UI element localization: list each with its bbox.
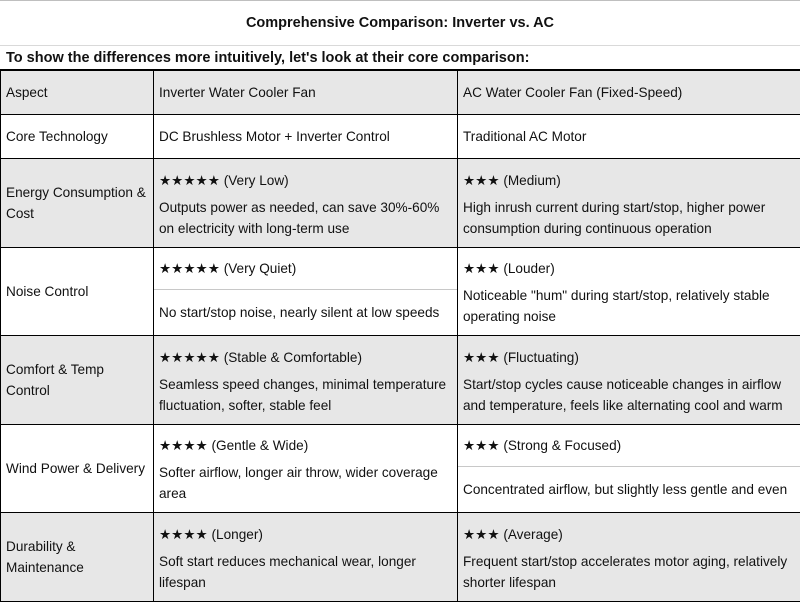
noise-inverter-cell[interactable]: [154, 248, 458, 336]
comfort-ac-rating: ★★★ (Fluctuating): [463, 349, 579, 365]
sheet-subtitle: To show the differences more intuitively, let's look at their core comparison:: [0, 46, 800, 70]
energy-ac-desc: High inrush current during start/stop, higher power consumption during continuous operation: [463, 199, 766, 236]
wind-ac-rating: ★★★ (Strong & Focused): [463, 438, 622, 453]
comfort-inverter-desc: Seamless speed changes, minimal temperature fluctuation, softer, stable feel: [159, 376, 447, 413]
energy-inverter-cell[interactable]: [154, 159, 458, 248]
wind-inverter-rating: ★★★★ (Gentle & Wide): [159, 438, 309, 453]
wind-ac-desc: Concentrated airflow, but slightly less gentle and even: [458, 466, 800, 512]
durability-inverter-rating: ★★★★ (Longer): [159, 526, 263, 542]
energy-ac-cell[interactable]: [458, 159, 800, 248]
durability-inverter-desc: Soft start reduces mechanical wear, longer lifespan: [159, 553, 416, 590]
header-inverter-cell[interactable]: Inverter Water Cooler Fan: [154, 71, 458, 115]
wind-inverter-desc: Softer airflow, longer air throw, wider coverage area: [159, 465, 438, 501]
durability-ac-cell[interactable]: [458, 513, 800, 602]
core-aspect-cell[interactable]: Core Technology: [1, 115, 154, 159]
noise-inverter-rating: ★★★★★ (Very Quiet): [159, 261, 297, 276]
noise-inverter-desc: No start/stop noise, nearly silent at low speeds: [154, 289, 457, 335]
durability-inverter-cell[interactable]: [154, 513, 458, 602]
noise-row: [1, 248, 800, 336]
energy-inverter-desc: Outputs power as needed, can save 30%-60% on electricity with long-term use: [159, 199, 440, 236]
energy-ac-rating: ★★★ (Medium): [463, 172, 561, 188]
noise-ac-desc: Noticeable "hum" during start/stop, relatively stable operating noise: [463, 288, 770, 324]
core-technology-row: [1, 115, 800, 159]
energy-aspect-cell[interactable]: Energy Consumption & Cost: [1, 159, 154, 248]
durability-ac-desc: Frequent start/stop accelerates motor aging, relatively shorter lifespan: [463, 553, 788, 590]
comfort-row: [1, 336, 800, 425]
comfort-ac-desc: Start/stop cycles cause noticeable changes in airflow and temperature, feels like alternating cool and warm: [463, 376, 783, 413]
header-aspect-cell[interactable]: Aspect: [1, 71, 154, 115]
header-ac-cell[interactable]: AC Water Cooler Fan (Fixed-Speed): [458, 71, 800, 115]
comfort-inverter-cell[interactable]: [154, 336, 458, 425]
comfort-aspect-cell[interactable]: Comfort & Temp Control: [1, 336, 154, 425]
energy-row: [1, 159, 800, 248]
core-inverter-cell[interactable]: DC Brushless Motor + Inverter Control: [154, 115, 458, 159]
durability-ac-rating: ★★★ (Average): [463, 526, 563, 542]
noise-ac-rating: ★★★ (Louder): [463, 261, 555, 276]
sheet-title: Comprehensive Comparison: Inverter vs. AC: [0, 0, 800, 46]
wind-inverter-cell[interactable]: [154, 425, 458, 513]
noise-aspect-cell[interactable]: Noise Control: [1, 248, 154, 336]
comparison-table: [0, 70, 800, 602]
header-row: [1, 71, 800, 115]
energy-inverter-rating: ★★★★★ (Very Low): [159, 172, 289, 188]
comfort-inverter-rating: ★★★★★ (Stable & Comfortable): [159, 349, 362, 365]
durability-row: [1, 513, 800, 602]
durability-aspect-cell[interactable]: Durability & Maintenance: [1, 513, 154, 602]
wind-row: [1, 425, 800, 513]
wind-ac-cell[interactable]: [458, 425, 800, 513]
comfort-ac-cell[interactable]: [458, 336, 800, 425]
core-ac-cell[interactable]: Traditional AC Motor: [458, 115, 800, 159]
noise-ac-cell[interactable]: [458, 248, 800, 336]
wind-aspect-cell[interactable]: Wind Power & Delivery: [1, 425, 154, 513]
